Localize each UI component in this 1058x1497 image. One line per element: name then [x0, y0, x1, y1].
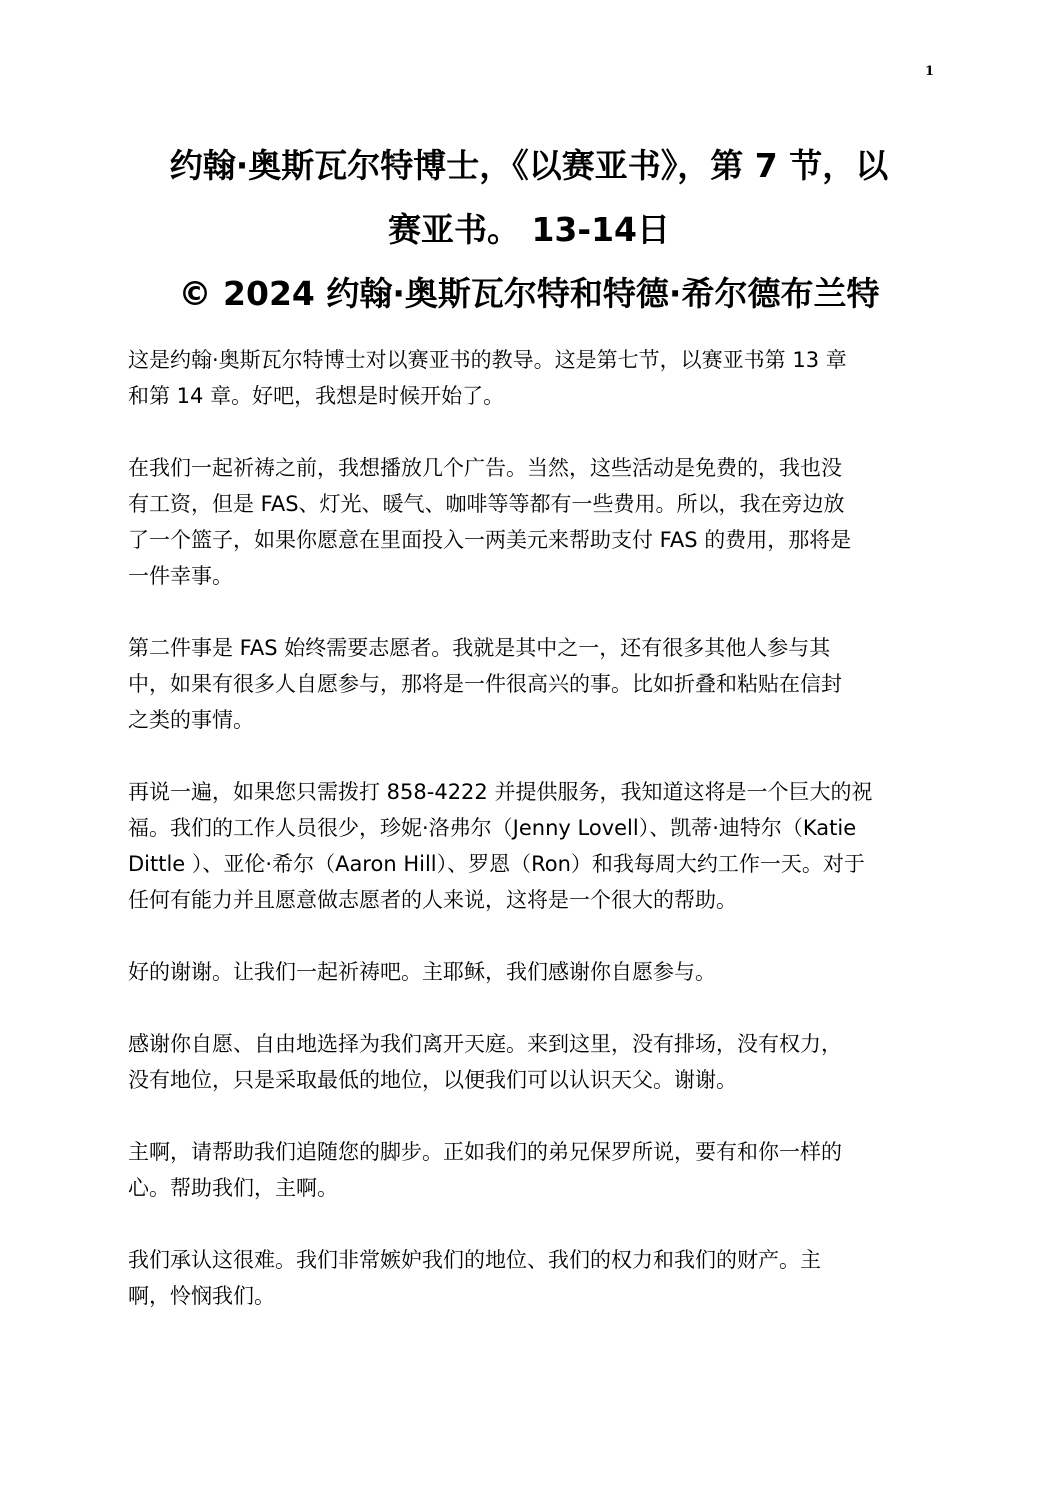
text-line: 再说一遍，如果您只需拨打 858-4222 并提供服务，我知道这将是一个巨大的祝 — [128, 780, 873, 804]
text-line: 感谢你自愿、自由地选择为我们离开天庭。来到这里，没有排场，没有权力， — [128, 1032, 842, 1056]
text-line: 第二件事是 FAS 始终需要志愿者。我就是其中之一，还有很多其他人参与其 — [128, 636, 831, 660]
paragraph — [128, 1134, 928, 1206]
paragraph — [128, 630, 928, 738]
title-line: 约翰·奥斯瓦尔特博士，《以赛亚书》，第 7 节，以 — [169, 146, 889, 185]
text-line: 福。我们的工作人员很少，珍妮·洛弗尔（Jenny Lovell）、凯蒂·迪特尔（Katie — [128, 816, 857, 840]
document-title — [0, 134, 1058, 326]
text-line: 和第 14 章。好吧，我想是时候开始了。 — [128, 384, 505, 408]
text-line: 没有地位，只是采取最低的地位，以便我们可以认识天父。谢谢。 — [128, 1068, 737, 1092]
text-line: 有工资，但是 FAS、灯光、暖气、咖啡等等都有一些费用。所以，我在旁边放 — [128, 492, 845, 516]
paragraph — [128, 774, 928, 918]
text-line: 了一个篮子，如果你愿意在里面投入一两美元来帮助支付 FAS 的费用，那将是 — [128, 528, 852, 552]
text-line: 好的谢谢。让我们一起祈祷吧。主耶稣，我们感谢你自愿参与。 — [128, 960, 716, 984]
paragraph — [128, 1242, 928, 1314]
text-line: 啊，怜悯我们。 — [128, 1284, 275, 1308]
text-line: 任何有能力并且愿意做志愿者的人来说，这将是一个很大的帮助。 — [128, 888, 737, 912]
text-line: 主啊，请帮助我们追随您的脚步。正如我们的弟兄保罗所说，要有和你一样的 — [128, 1140, 842, 1164]
text-line: Dittle ）、亚伦·希尔（Aaron Hill）、罗恩（Ron）和我每周大约工作一天。对于 — [128, 852, 865, 876]
page-number: 1 — [924, 64, 934, 79]
paragraph — [128, 1026, 928, 1098]
text-line: 在我们一起祈祷之前，我想播放几个广告。当然，这些活动是免费的，我也没 — [128, 456, 842, 480]
text-line: 中，如果有很多人自愿参与，那将是一件很高兴的事。比如折叠和粘贴在信封 — [128, 672, 842, 696]
text-line: 之类的事情。 — [128, 708, 254, 732]
text-line: 心。帮助我们，主啊。 — [128, 1176, 338, 1200]
text-line: 我们承认这很难。我们非常嫉妒我们的地位、我们的权力和我们的财产。主 — [128, 1248, 821, 1272]
document-body — [128, 342, 928, 1350]
copyright-line: © 2024 约翰·奥斯瓦尔特和特德·希尔德布兰特 — [178, 274, 880, 313]
paragraph — [128, 342, 928, 414]
title-line: 赛亚书。 13-14日 — [387, 210, 671, 249]
paragraph — [128, 450, 928, 594]
paragraph — [128, 954, 928, 990]
text-line: 一件幸事。 — [128, 564, 233, 588]
text-line: 这是约翰·奥斯瓦尔特博士对以赛亚书的教导。这是第七节，以赛亚书第 13 章 — [128, 348, 847, 372]
